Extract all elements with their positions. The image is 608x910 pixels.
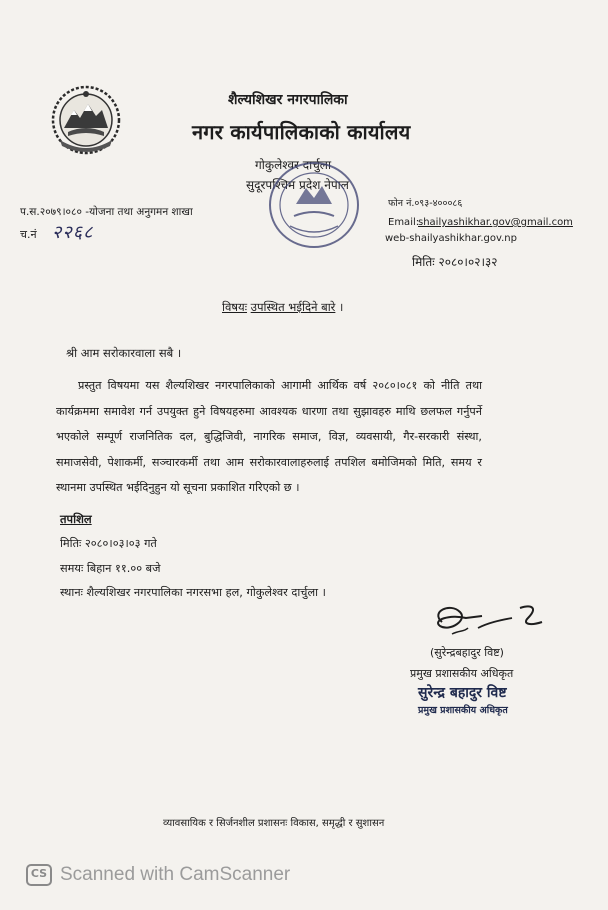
office-province: सुदूरपश्चिम प्रदेश नेपाल xyxy=(246,178,349,192)
seal-name: सुरेन्द्र बहादुर विष्ट xyxy=(418,685,507,701)
subject-label: विषयः xyxy=(222,300,248,314)
subject-line xyxy=(222,300,343,315)
office-name: नगर कार्यपालिकाको कार्यालय xyxy=(192,120,411,144)
subject-suffix: । xyxy=(335,300,344,314)
chalan-number: २२६८ xyxy=(52,222,94,243)
details-venue: स्थानः शैल्यशिखर नगरपालिका नगरसभा हल, गोकुलेश्वर दार्चुला । xyxy=(60,586,326,599)
chalan-label: च.नं xyxy=(20,228,37,241)
signature-icon xyxy=(420,598,560,644)
scanner-watermark: Scanned with CamScanner xyxy=(60,864,291,885)
details-heading: तपशिल xyxy=(60,512,92,526)
email-link[interactable]: shailyashikhar.gov@gmail.com xyxy=(418,217,573,228)
camscanner-logo-icon xyxy=(26,864,52,886)
letter-date: मितिः २०८०।०२।३२ xyxy=(412,255,498,269)
camscanner-badge: CS xyxy=(30,867,48,880)
phone-number: फोन नं.०९३-४०००८६ xyxy=(388,198,463,209)
subject-text: उपस्थित भईदिने बारे xyxy=(250,300,336,314)
footer-motto: व्यावसायिक र सिर्जनशील प्रशासनः विकास, समृद्धी र सुशासन xyxy=(163,818,385,829)
signatory-name: (सुरेन्द्रबहादुर विष्ट) xyxy=(430,646,504,659)
reference-number: प.स.२०७९।०८० -योजना तथा अनुगमन शाखा xyxy=(20,206,193,218)
signatory-title: प्रमुख प्रशासकीय अधिकृत xyxy=(410,667,514,680)
details-date: मितिः २०८०।०३।०३ गते xyxy=(60,537,157,550)
email-label: Email: xyxy=(388,217,420,228)
nepal-emblem-icon xyxy=(50,84,122,156)
seal-title: प्रमुख प्रशासकीय अधिकृत xyxy=(418,705,508,716)
office-stamp-icon xyxy=(266,158,362,252)
org-name: शैल्यशिखर नगरपालिका xyxy=(228,92,348,108)
website-link[interactable]: web-shailyashikhar.gov.np xyxy=(385,233,517,244)
details-time: समयः बिहान ११.०० बजे xyxy=(60,562,161,575)
office-place: गोकुलेश्वर दार्चुला xyxy=(255,158,332,172)
notice-body: प्रस्तुत विषयमा यस शैल्यशिखर नगरपालिकाको आगामी आर्थिक वर्ष २०८०।०८१ को नीति तथा कार्यक्रममा समावेश गर्न उपयुक्त हुने विषयहरुमा आवश्यक धारणा तथा सुझावहरु माथि छलफल गर्नुपर्ने भएकोले सम्पूर्ण राजनितिक दल, बुद्धिजिवी, नागरिक समाज, विज्ञ, व्यवसायी, गैर-सरकारी संस्था, समाजसेवी, पेशाकर्मी, सञ्चारकर्मी तथा आम सरोकारवालाहरुलाई तपशिल बमोजिमको मिति, समय र स्थानमा उपस्थित भईदिनुहुन यो सूचना प्रकाशित गरिएको छ । xyxy=(56,379,482,494)
addressee: श्री आम सरोकारवाला सबै । xyxy=(66,346,182,360)
